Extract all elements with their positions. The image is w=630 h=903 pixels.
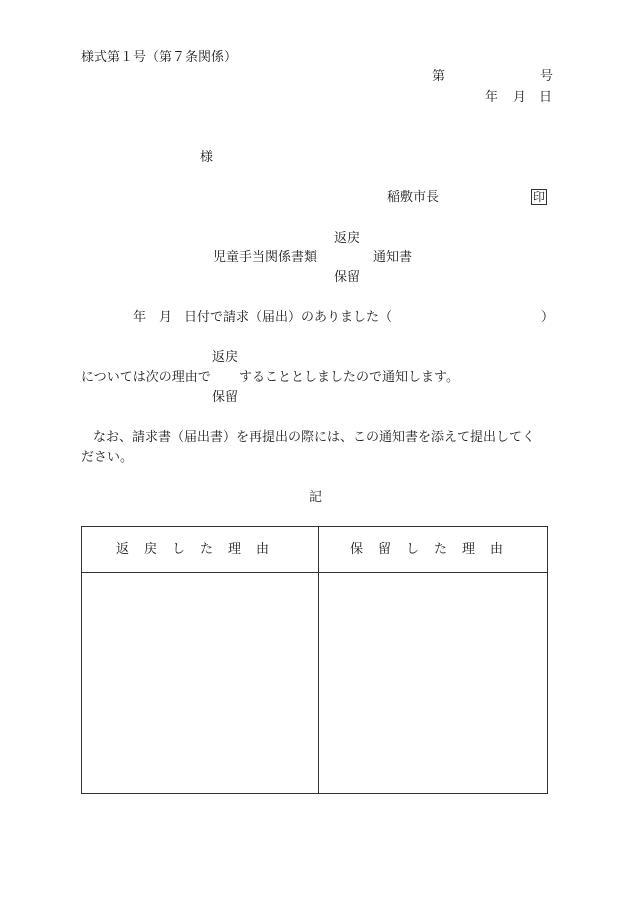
body-paren-close: ） (541, 310, 555, 325)
column-header-return-reason: 返戻した理由 (115, 542, 284, 557)
column-header-hold-reason: 保留した理由 (349, 542, 518, 557)
body-action-text: することとしましたので通知します。 (239, 370, 459, 385)
seal-mark (531, 189, 547, 205)
seal-box: 印 (533, 190, 546, 204)
date-month: 月 (513, 90, 527, 105)
title-main: 児童手当関係書類 (213, 250, 318, 265)
number-suffix: 号 (540, 69, 554, 84)
body-option-hold: 保留 (212, 390, 239, 405)
ki-heading: 記 (309, 490, 323, 505)
recipient-suffix: 様 (200, 150, 214, 165)
body-reason-text: については次の理由で (81, 370, 211, 385)
body-date-year: 年 (133, 310, 147, 325)
title-option-return: 返戻 (334, 231, 361, 246)
reason-table (81, 526, 548, 794)
note-line-1: なお、請求書（届出書）を再提出の際には、この通知書を添えて提出してく (93, 430, 536, 445)
body-date-month: 月 (159, 310, 173, 325)
date-day: 日 (539, 90, 553, 105)
date-year: 年 (485, 90, 499, 105)
sender-name: 稲敷市長 (387, 190, 440, 205)
note-line-2: ださい。 (81, 450, 134, 465)
body-option-return: 返戻 (212, 350, 239, 365)
return-reason-cell[interactable] (82, 573, 318, 793)
number-prefix: 第 (432, 69, 446, 84)
form-label: 様式第１号（第７条関係） (81, 50, 238, 65)
title-suffix: 通知書 (373, 250, 413, 265)
body-date-day-text: 日付で請求（届出）のありました（ (184, 310, 393, 325)
hold-reason-cell[interactable] (319, 573, 547, 793)
title-option-hold: 保留 (334, 270, 361, 285)
